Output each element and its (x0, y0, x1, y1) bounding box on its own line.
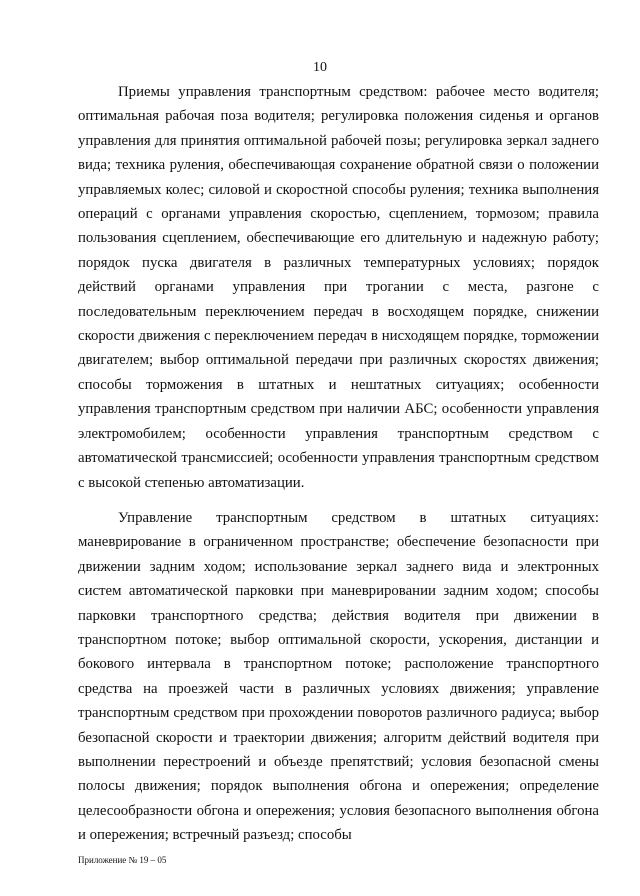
page-number: 10 (313, 60, 327, 75)
appendix-footer: Приложение № 19 – 05 (78, 855, 167, 865)
paragraph-vehicle-control-techniques: Приемы управления транспортным средством: рабочее место водителя; оптимальная рабочая поза водителя; регулировка положения сиденья и органов управления для принятия оптимальной рабочей позы; регулировка зеркал заднего вида; техника руления, обеспечивающая сохранение обратной связи о положении управляемых колес; силовой и скоростной способы руления; техника выполнения операций с органами управления скоростью, сцеплением, тормозом; правила пользования сцеплением, обеспечивающие его длительную и надежную работу; порядок пуска двигателя в различных температурных условиях; порядок действий органами управления при трогании с места, разгоне с последовательным переключением передач в восходящем порядке, снижении скорости движения с переключением передач в нисходящем порядке, торможении двигателем; выбор оптимальной передачи при различных скоростях движения; способы торможения в штатных и нештатных ситуациях; особенности управления транспортным средством при наличии АБС; особенности управления электромобилем; особенности управления транспортным средством с автоматической трансмиссией; особенности управления транспортным средством с высокой степенью автоматизации. (78, 84, 599, 491)
paragraph-normal-situations: Управление транспортным средством в штатных ситуациях: маневрирование в ограниченном пространстве; обеспечение безопасности при движении задним ходом; использование зеркал заднего вида и электронных систем автоматической парковки при маневрировании задним ходом; способы парковки транспортного средства; действия водителя при движении в транспортном потоке; выбор оптимальной скорости, ускорения, дистанции и бокового интервала в транспортном потоке; расположение транспортного средства на проезжей части в различных условиях движения; управление транспортным средством при прохождении поворотов различного радиуса; выбор безопасной скорости и траектории движения; алгоритм действий водителя при выполнении перестроений и объезде препятствий; условия безопасной смены полосы движения; порядок выполнения обгона и опережения; определение целесообразности обгона и опережения; условия безопасного выполнения обгона и опережения; встречный разъезд; способы (78, 509, 599, 844)
document-body (78, 80, 599, 848)
